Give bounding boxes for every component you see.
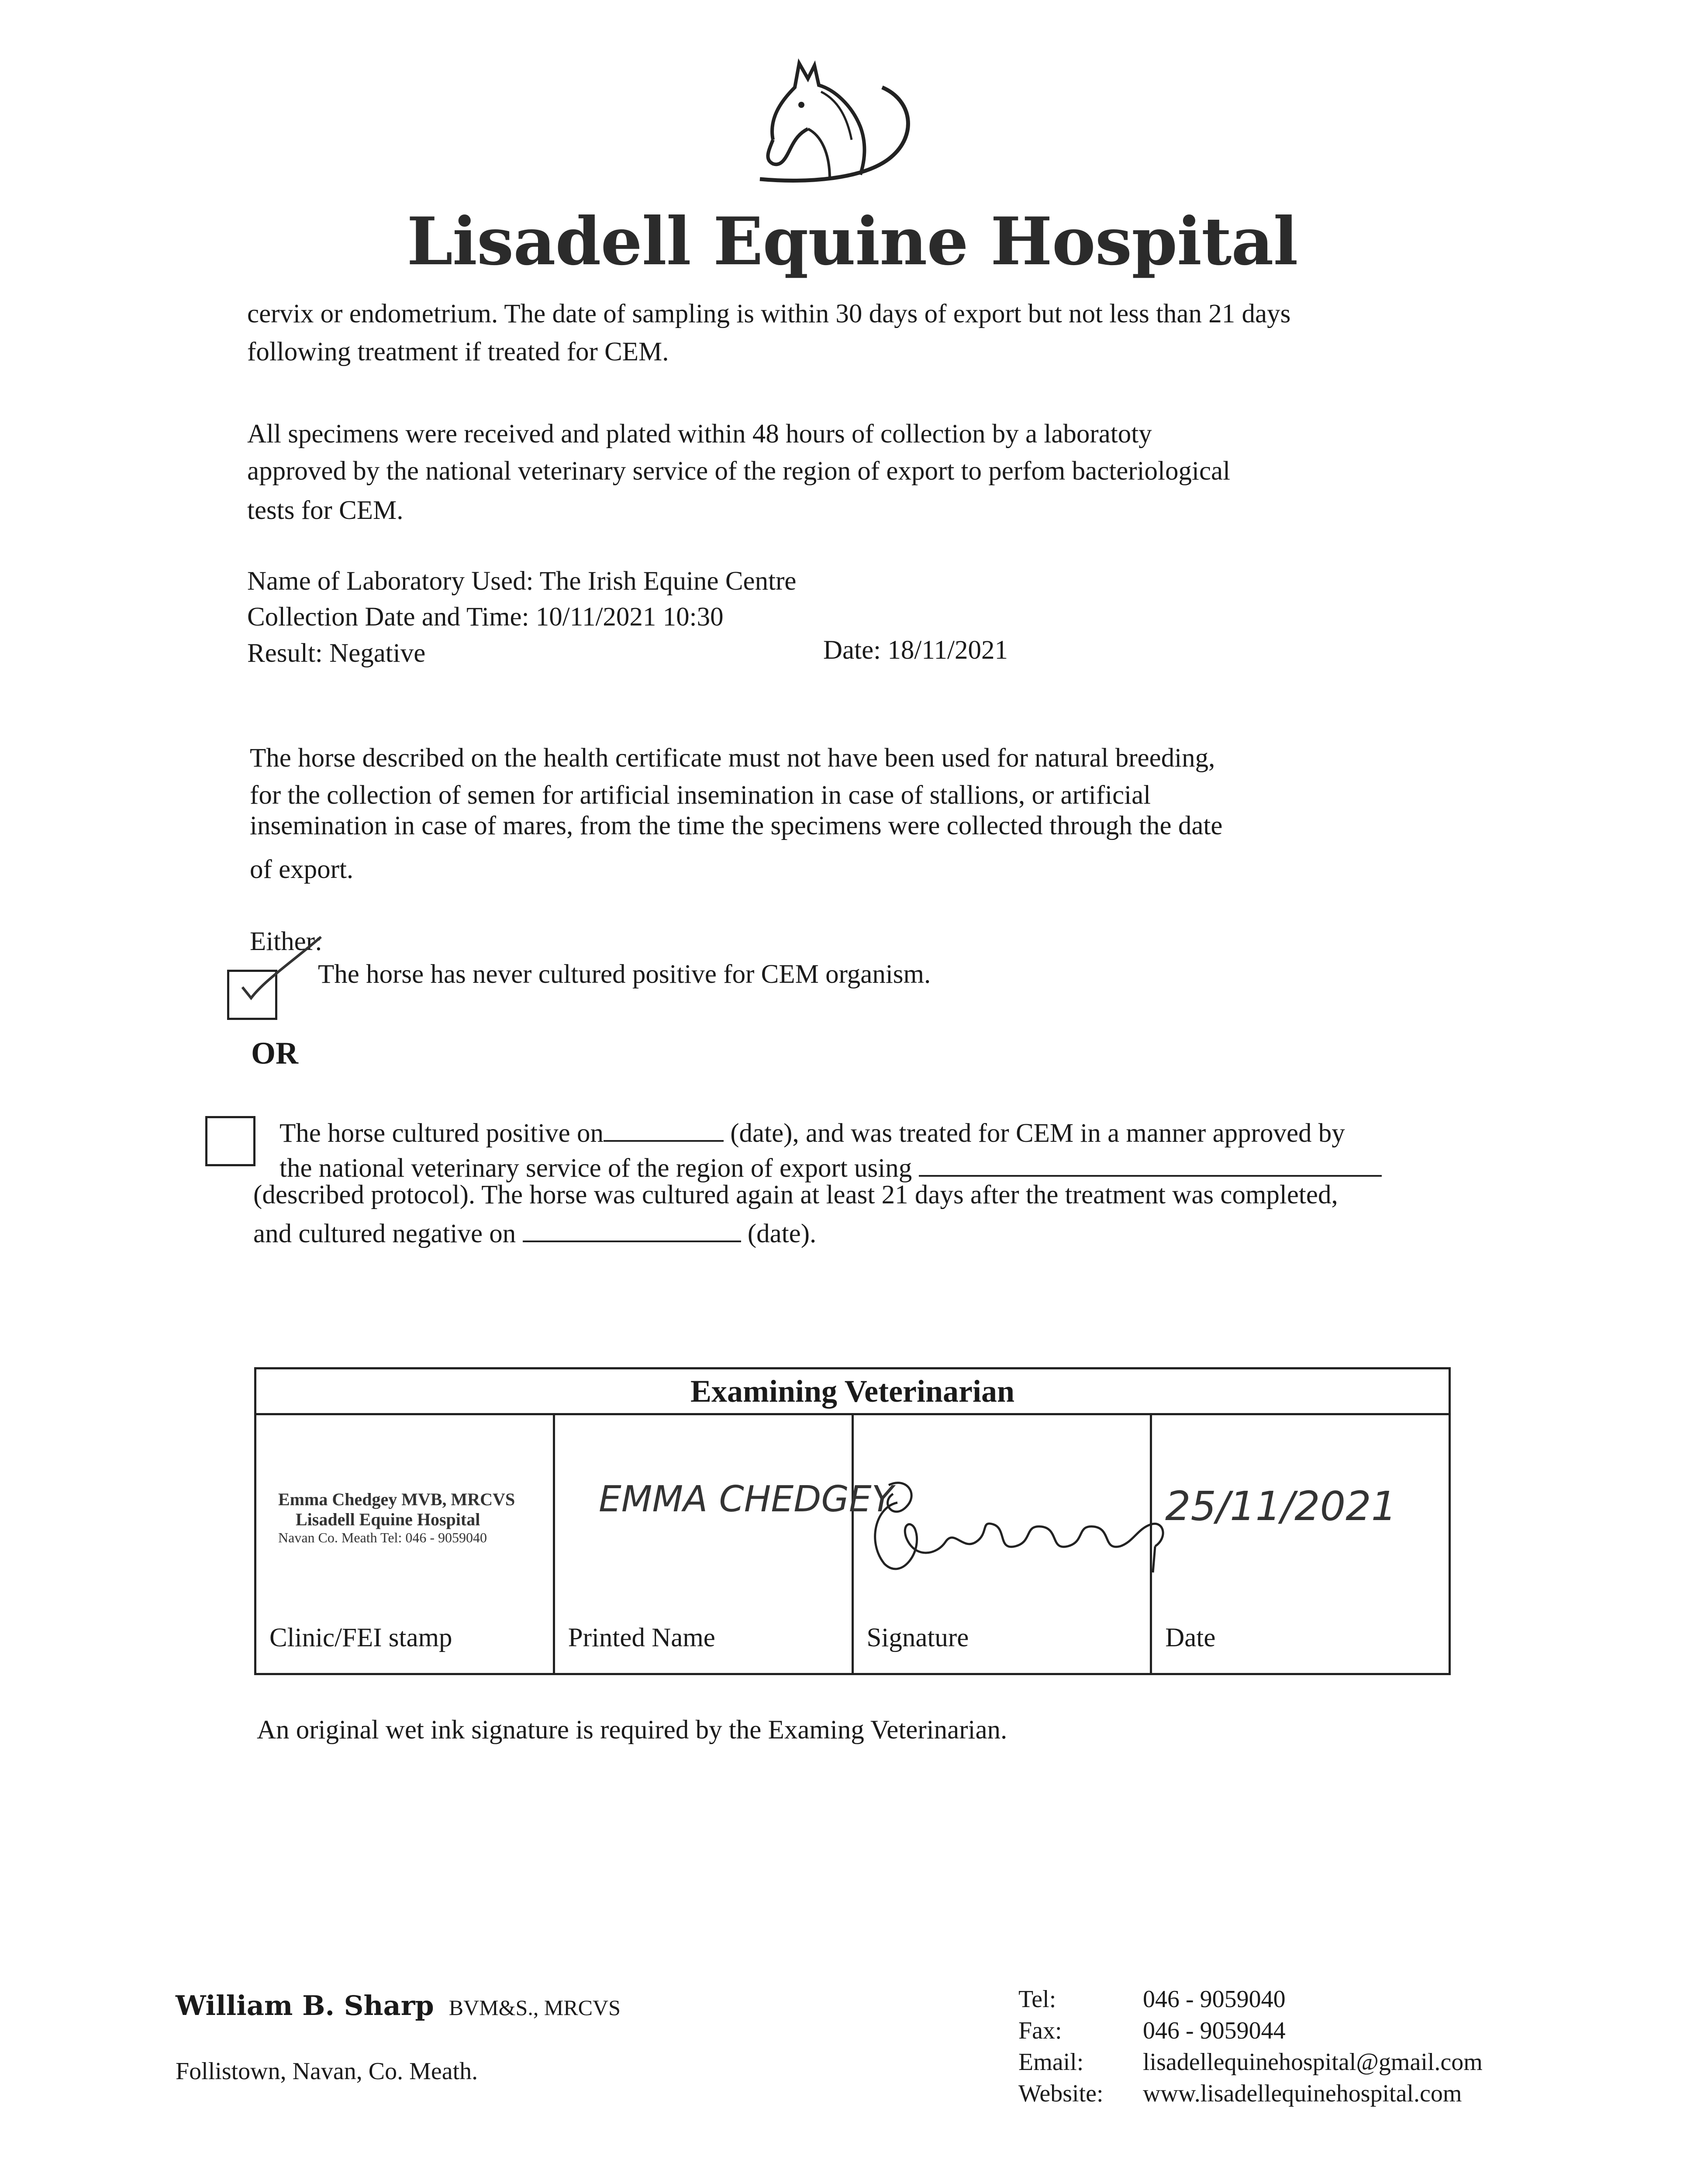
- printed-name-handwriting: [594, 1476, 894, 1603]
- collection-value: 10/11/2021 10:30: [535, 602, 724, 632]
- signature-label: Signature: [866, 1623, 969, 1652]
- collection-row: [247, 604, 724, 630]
- tel-value: 046 - 9059040: [1143, 1986, 1286, 2013]
- collection-label: Collection Date and Time:: [247, 602, 529, 632]
- option1-text: The horse has never cultured positive for CEM organism.: [318, 960, 931, 989]
- para3-line3: insemination in case of mares, from the time the specimens were collected through the date: [250, 811, 1223, 840]
- examining-veterinarian-table: [254, 1367, 1451, 1675]
- horse-head-logo-icon: [721, 52, 930, 201]
- stamp-line3: Navan Co. Meath Tel: 046 - 9059040: [278, 1530, 487, 1545]
- para2-line3: tests for CEM.: [247, 496, 404, 525]
- date-cell: [1151, 1414, 1450, 1674]
- tel-label: Tel:: [1018, 1986, 1056, 2013]
- result-row: [247, 640, 425, 667]
- printed-name-text: EMMA CHEDGEY: [598, 1479, 894, 1520]
- lab-row: [247, 568, 796, 594]
- option2-line1: [279, 1116, 1345, 1147]
- date-label: Date: [1165, 1623, 1216, 1652]
- option2-line1a: The horse cultured positive on: [279, 1118, 604, 1148]
- email-label: Email:: [1018, 2049, 1084, 2076]
- hospital-title: Lisadell Equine Hospital: [407, 203, 1298, 280]
- either-label: Either:: [250, 927, 322, 956]
- stamp-line2: Lisadell Equine Hospital: [296, 1510, 480, 1529]
- option2-line4: [253, 1216, 816, 1247]
- printed-name-cell: [554, 1414, 894, 1674]
- result-label: Result:: [247, 639, 323, 668]
- result-value: Negative: [329, 639, 426, 668]
- footer-address: Follistown, Navan, Co. Meath.: [176, 2058, 478, 2085]
- footer-name-row: [176, 1990, 621, 2022]
- footer-credentials: BVM&S., MRCVS: [448, 1995, 621, 2020]
- option2-line1b: (date), and was treated for CEM in a manner approved by: [730, 1118, 1345, 1148]
- para3-line1: The horse described on the health certificate must not have been used for natural breeding,: [250, 743, 1215, 773]
- option2-checkbox[interactable]: [205, 1116, 255, 1166]
- negative-date-blank[interactable]: [523, 1216, 741, 1242]
- signature-image: [849, 1476, 1199, 1586]
- stamp-line1: Emma Chedgey MVB, MRCVS: [278, 1489, 515, 1509]
- option2-line2-text: the national veterinary service of the region of export using: [279, 1153, 912, 1183]
- website-label: Website:: [1018, 2080, 1104, 2107]
- date-handwriting: [1161, 1476, 1414, 1555]
- para3-line4: of export.: [250, 855, 354, 884]
- para1-line1: cervix or endometrium. The date of sampling is within 30 days of export but not less than 21 days: [247, 299, 1291, 328]
- website-value[interactable]: www.lisadellequinehospital.com: [1143, 2080, 1462, 2107]
- para1-line2: following treatment if treated for CEM.: [247, 337, 669, 366]
- option2-line3: (described protocol). The horse was cultured again at least 21 days after the treatment was completed,: [253, 1180, 1338, 1209]
- lab-value: The Irish Equine Centre: [539, 567, 797, 596]
- option1-checkbox[interactable]: [227, 970, 277, 1020]
- date-text: 25/11/2021: [1165, 1483, 1397, 1530]
- fax-value: 046 - 9059044: [1143, 2017, 1286, 2044]
- result-date-row: [823, 637, 1008, 663]
- contact-website-row: [1018, 2080, 1483, 2111]
- positive-date-blank[interactable]: [604, 1116, 724, 1142]
- clinic-stamp: [278, 1489, 515, 1546]
- footer-contact-table: [1018, 1985, 1483, 2111]
- fax-label: Fax:: [1018, 2017, 1062, 2044]
- printed-name-label: Printed Name: [568, 1623, 715, 1652]
- wet-ink-note: An original wet ink signature is required by the Examing Veterinarian.: [257, 1715, 1007, 1745]
- result-date-label: Date:: [823, 636, 881, 665]
- result-date-value: 18/11/2021: [887, 636, 1008, 665]
- lab-label: Name of Laboratory Used:: [247, 567, 534, 596]
- para2-line1: All specimens were received and plated within 48 hours of collection by a laboratoty: [247, 419, 1152, 449]
- contact-email-row: [1018, 2048, 1483, 2080]
- option2-line4b: (date).: [747, 1219, 817, 1248]
- clinic-stamp-label: Clinic/FEI stamp: [269, 1623, 452, 1652]
- para3-line2: for the collection of semen for artificial insemination in case of stallions, or artificial: [250, 781, 1151, 810]
- signature-cell: [852, 1414, 1151, 1674]
- protocol-blank[interactable]: [919, 1151, 1382, 1177]
- vet-table-title: Examining Veterinarian: [255, 1368, 1450, 1414]
- or-label: OR: [251, 1036, 298, 1071]
- option2-line4a: and cultured negative on: [253, 1219, 516, 1248]
- email-value[interactable]: lisadellequinehospital@gmail.com: [1143, 2049, 1483, 2076]
- contact-tel-row: [1018, 1985, 1483, 2017]
- contact-fax-row: [1018, 2017, 1483, 2048]
- footer-name: William B. Sharp: [176, 1990, 434, 2022]
- stamp-cell: [255, 1414, 554, 1674]
- option2-line2: [279, 1151, 1382, 1182]
- para2-line2: approved by the national veterinary service of the region of export to perfom bacteriological: [247, 456, 1231, 486]
